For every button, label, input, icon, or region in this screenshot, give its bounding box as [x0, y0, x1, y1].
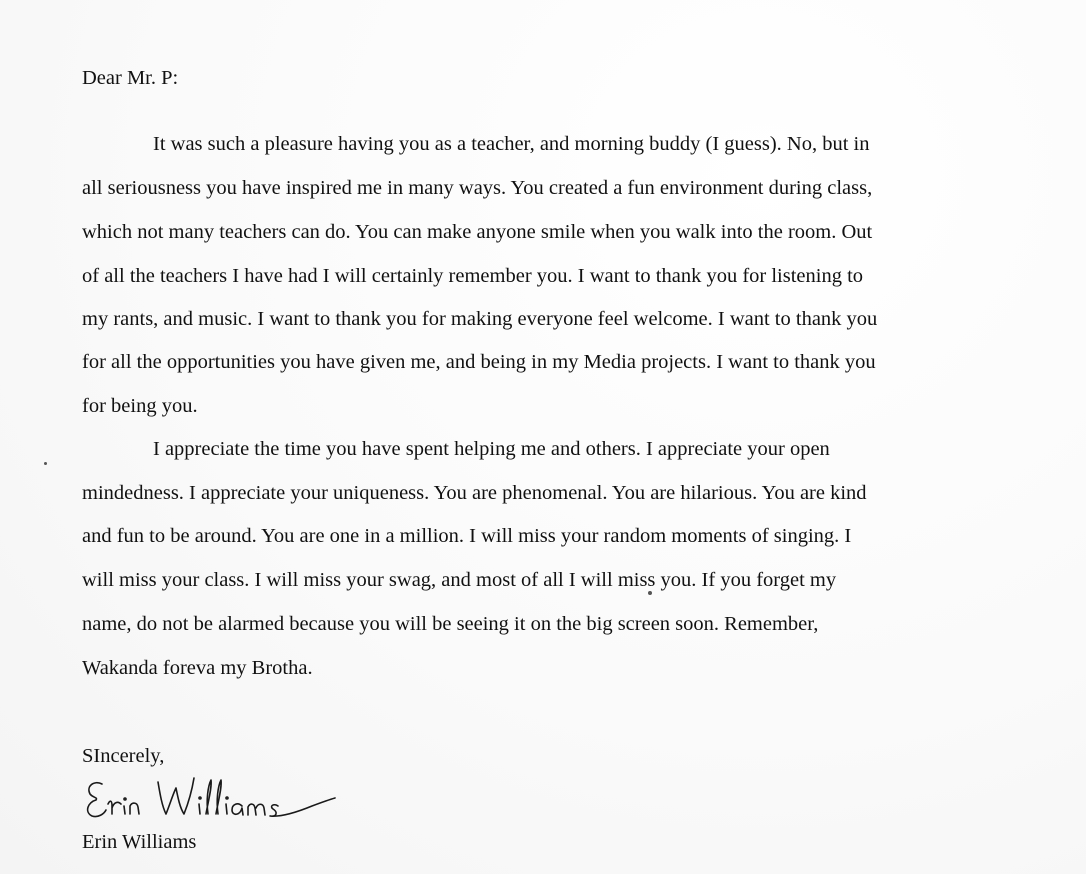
paragraph-2-line-3: and fun to be around. You are one in a million. I will miss your random moments of singing. I: [82, 525, 852, 547]
paragraph-1-line-5: my rants, and music. I want to thank you for making everyone feel welcome. I want to thank you: [82, 308, 878, 330]
scan-speck: [648, 591, 652, 595]
paragraph-1-line-4: of all the teachers I have had I will certainly remember you. I want to thank you for listening to: [82, 265, 864, 287]
paragraph-1-line-1: It was such a pleasure having you as a teacher, and morning buddy (I guess). No, but in: [153, 133, 870, 155]
paragraph-2-line-4: will miss your class. I will miss your swag, and most of all I will miss you. If you forget my: [82, 569, 837, 591]
handwritten-signature: [80, 770, 350, 824]
paragraph-2-line-2: mindedness. I appreciate your uniqueness. You are phenomenal. You are hilarious. You are kind: [82, 482, 867, 504]
scan-speck: [44, 462, 47, 465]
paragraph-1-line-2: all seriousness you have inspired me in many ways. You created a fun environment during class,: [82, 177, 873, 199]
paragraph-2-line-1: I appreciate the time you have spent helping me and others. I appreciate your open: [153, 438, 830, 460]
printed-name: Erin Williams: [82, 831, 197, 853]
paragraph-1-line-7: for being you.: [82, 395, 198, 417]
paragraph-1-line-3: which not many teachers can do. You can make anyone smile when you walk into the room. Out: [82, 221, 873, 243]
paragraph-1-line-6: for all the opportunities you have given me, and being in my Media projects. I want to thank you: [82, 351, 876, 373]
salutation: Dear Mr. P:: [82, 67, 179, 89]
paragraph-2-line-5: name, do not be alarmed because you will be seeing it on the big screen soon. Remember,: [82, 613, 819, 635]
closing: SIncerely,: [82, 745, 165, 767]
paragraph-2-line-6: Wakanda foreva my Brotha.: [82, 657, 313, 679]
